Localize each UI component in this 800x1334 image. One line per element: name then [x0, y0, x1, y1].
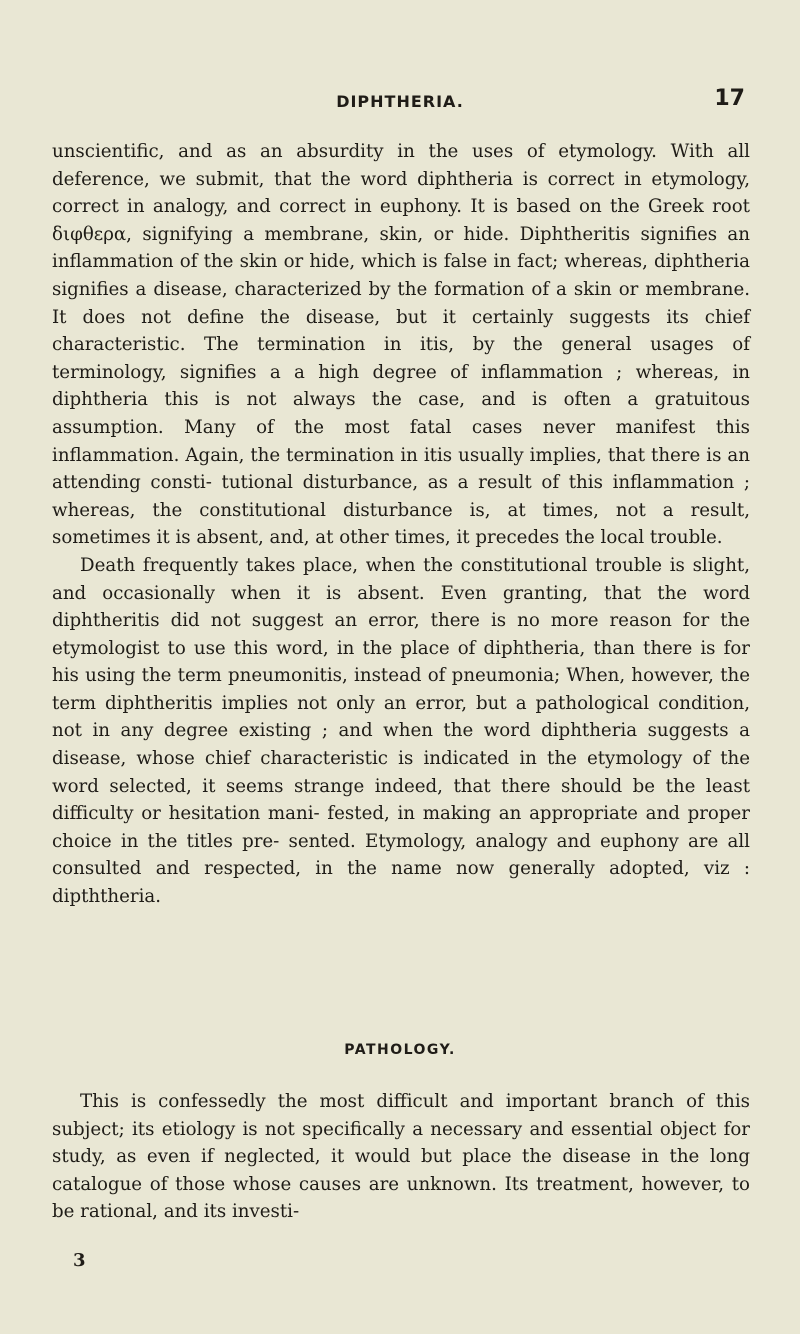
paragraph: unscientific, and as an absurdity in the uses of etymology. With all deference, we submit, that the word diphtheria is correct in etymology, correct in analogy, and correct in euphony. It is based on the Greek root διφθερα, signifying a membrane, skin, or hide. Diphtheritis signifies an inflammation of the skin or hide, which is false in fact; whereas, diphtheria signifies a disease, characterized by the formation of a skin or membrane. It does not define the disease, but it certainly suggests its chief characteristic. The termination in itis, by the general usages of terminology, signifies a a high degree of inflammation ; whereas, in diphtheria this is not always the case, and is often a gratuitous assumption. Many of the most fatal cases never manifest this inflammation. Again, the termination in itis usually implies, that there is an attending consti- tutional disturbance, as a result of this inflammation ; whereas, the constitutional disturbance is, at times, not a result, sometimes it is absent, and, at other times, it precedes the local trouble.	[52, 141, 750, 549]
pathology-text-block	[52, 1088, 750, 1226]
paragraph: Death frequently takes place, when the constitutional trouble is slight, and occasionally when it is absent. Even granting, that the word diphtheritis did not suggest an error, there is no more reason for the etymologist to use this word, in the place of diphtheria, than there is for his using the term pneumonitis, instead of pneumonia; When, however, the term diphtheritis implies not only an error, but a pathological condition, not in any degree existing ; and when the word diphtheria suggests a disease, whose chief characteristic is indicated in the etymology of the word selected, it seems strange indeed, that there should be the least difficulty or hesitation mani- fested, in making an appropriate and proper choice in the titles pre- sented. Etymology, analogy and euphony are all consulted and respected, in the name now generally adopted, viz : dipththeria.	[52, 554, 750, 908]
paragraph: This is confessedly the most difficult and important branch of this subject; its etiology is not specifically a necessary and essential object for study, as even if neglected, it would but place the disease in the long catalogue of those whose causes are unknown. Its treatment, however, to be rational, and its investi-	[52, 1091, 750, 1223]
page-number: 17	[714, 86, 745, 111]
main-text-block	[52, 138, 750, 911]
running-title: DIPHTHERIA.	[336, 92, 464, 111]
section-heading-pathology: PATHOLOGY.	[344, 1042, 456, 1058]
signature-mark: 3	[73, 1250, 86, 1271]
